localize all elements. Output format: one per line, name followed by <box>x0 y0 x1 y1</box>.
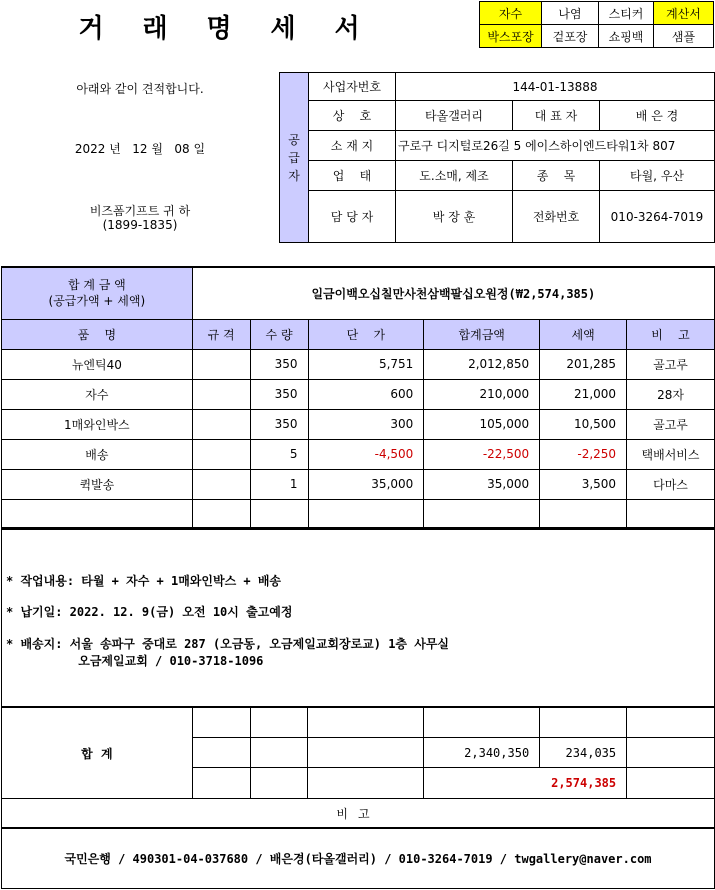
client-phone: (1899-1835) <box>102 218 178 232</box>
col-price: 단 가 <box>308 319 424 349</box>
note-address: * 배송지: 서울 송파구 중대로 287 (오금동, 오금제일교회장로교) 1층 사무실 <box>6 637 450 651</box>
note-contact: 오금제일교회 / 010-3718-1096 <box>6 654 264 668</box>
category-tags <box>479 1 714 48</box>
ceo-label: 대 표 자 <box>513 101 600 131</box>
ceo-value: 배 은 경 <box>600 101 715 131</box>
title-char: 래 <box>142 13 170 44</box>
bank-info: 국민은행 / 490301-04-037680 / 배은경(타올갤러리) / 010-3264-7019 / twgallery@naver.com <box>1 828 715 889</box>
manager-value: 박 장 훈 <box>396 191 513 243</box>
biz-value: 도.소매, 제조 <box>396 161 513 191</box>
tag-print: 나염 <box>542 2 599 25</box>
items-table <box>1 266 715 528</box>
note-work: * 작업내용: 타월 + 자수 + 1매와인박스 + 배송 <box>6 574 282 588</box>
type-value: 타월, 우산 <box>600 161 715 191</box>
tag-embroidery: 자수 <box>480 2 542 25</box>
issue-date: 2022 년 12 월 08 일 <box>74 142 206 156</box>
tag-box-packing: 박스포장 <box>480 25 542 48</box>
title-char: 세 <box>270 13 298 44</box>
addr-label: 소 재 지 <box>309 131 396 161</box>
totals-grand: 2,574,385 <box>424 768 627 799</box>
title-char: 서 <box>334 13 362 44</box>
biz-label: 업 태 <box>309 161 396 191</box>
col-sum: 합계금액 <box>424 319 540 349</box>
supplier-side-label: 공 급 자 <box>280 73 309 243</box>
col-tax: 세액 <box>540 319 627 349</box>
tag-shopping-bag: 쇼핑백 <box>599 25 654 48</box>
totals-sum: 2,340,350 <box>424 738 540 768</box>
table-row: 뉴엔틱40 350 5,751 2,012,850 201,285 골고루 <box>2 349 715 379</box>
col-qty: 수 량 <box>250 319 308 349</box>
table-row-empty <box>2 499 715 527</box>
table-row: 퀵발송 1 35,000 35,000 3,500 다마스 <box>2 469 715 499</box>
reg-value: 144-01-13888 <box>396 73 715 101</box>
manager-label: 담 당 자 <box>309 191 396 243</box>
totals-table <box>1 707 715 799</box>
table-row: 자수 350 600 210,000 21,000 28자 <box>2 379 715 409</box>
reg-label: 사업자번호 <box>309 73 396 101</box>
title-char: 거 <box>78 13 106 44</box>
note-delivery-date: * 납기일: 2022. 12. 9(금) 오전 10시 출고예정 <box>6 605 293 619</box>
client-name: 비즈폼기프트 귀 하 <box>89 204 191 218</box>
tel-value: 010-3264-7019 <box>600 191 715 243</box>
tag-invoice: 계산서 <box>654 2 714 25</box>
name-value: 타올갤러리 <box>396 101 513 131</box>
addr-value: 구로구 디지털로26길 5 에이스하이엔드타워1차 807 <box>396 131 715 161</box>
name-label: 상 호 <box>309 101 396 131</box>
tag-sticker: 스티커 <box>599 2 654 25</box>
column-header-row <box>2 319 715 349</box>
intro-text: 아래와 같이 견적합니다. <box>76 82 204 96</box>
work-notes <box>1 528 715 707</box>
remarks-label: 비고 <box>1 798 715 828</box>
tag-sample: 샘플 <box>654 25 714 48</box>
table-row: 1매와인박스 350 300 105,000 10,500 골고루 <box>2 409 715 439</box>
col-item: 품 명 <box>2 319 193 349</box>
tel-label: 전화번호 <box>513 191 600 243</box>
totals-label: 합 계 <box>2 708 193 799</box>
col-note: 비 고 <box>627 319 715 349</box>
type-label: 종 목 <box>513 161 600 191</box>
total-amount-words: 일금이백오십칠만사천삼백팔십오원정(₩2,574,385) <box>192 267 714 319</box>
table-row: 배송 5 -4,500 -22,500 -2,250 택배서비스 <box>2 439 715 469</box>
document-title <box>0 8 440 44</box>
totals-tax: 234,035 <box>540 738 627 768</box>
tag-outer-packing: 겉포장 <box>542 25 599 48</box>
col-spec: 규 격 <box>192 319 250 349</box>
supplier-table <box>279 72 715 243</box>
title-char: 명 <box>206 13 234 44</box>
total-amount-label: 합 계 금 액 (공급가액 + 세액) <box>2 267 193 319</box>
